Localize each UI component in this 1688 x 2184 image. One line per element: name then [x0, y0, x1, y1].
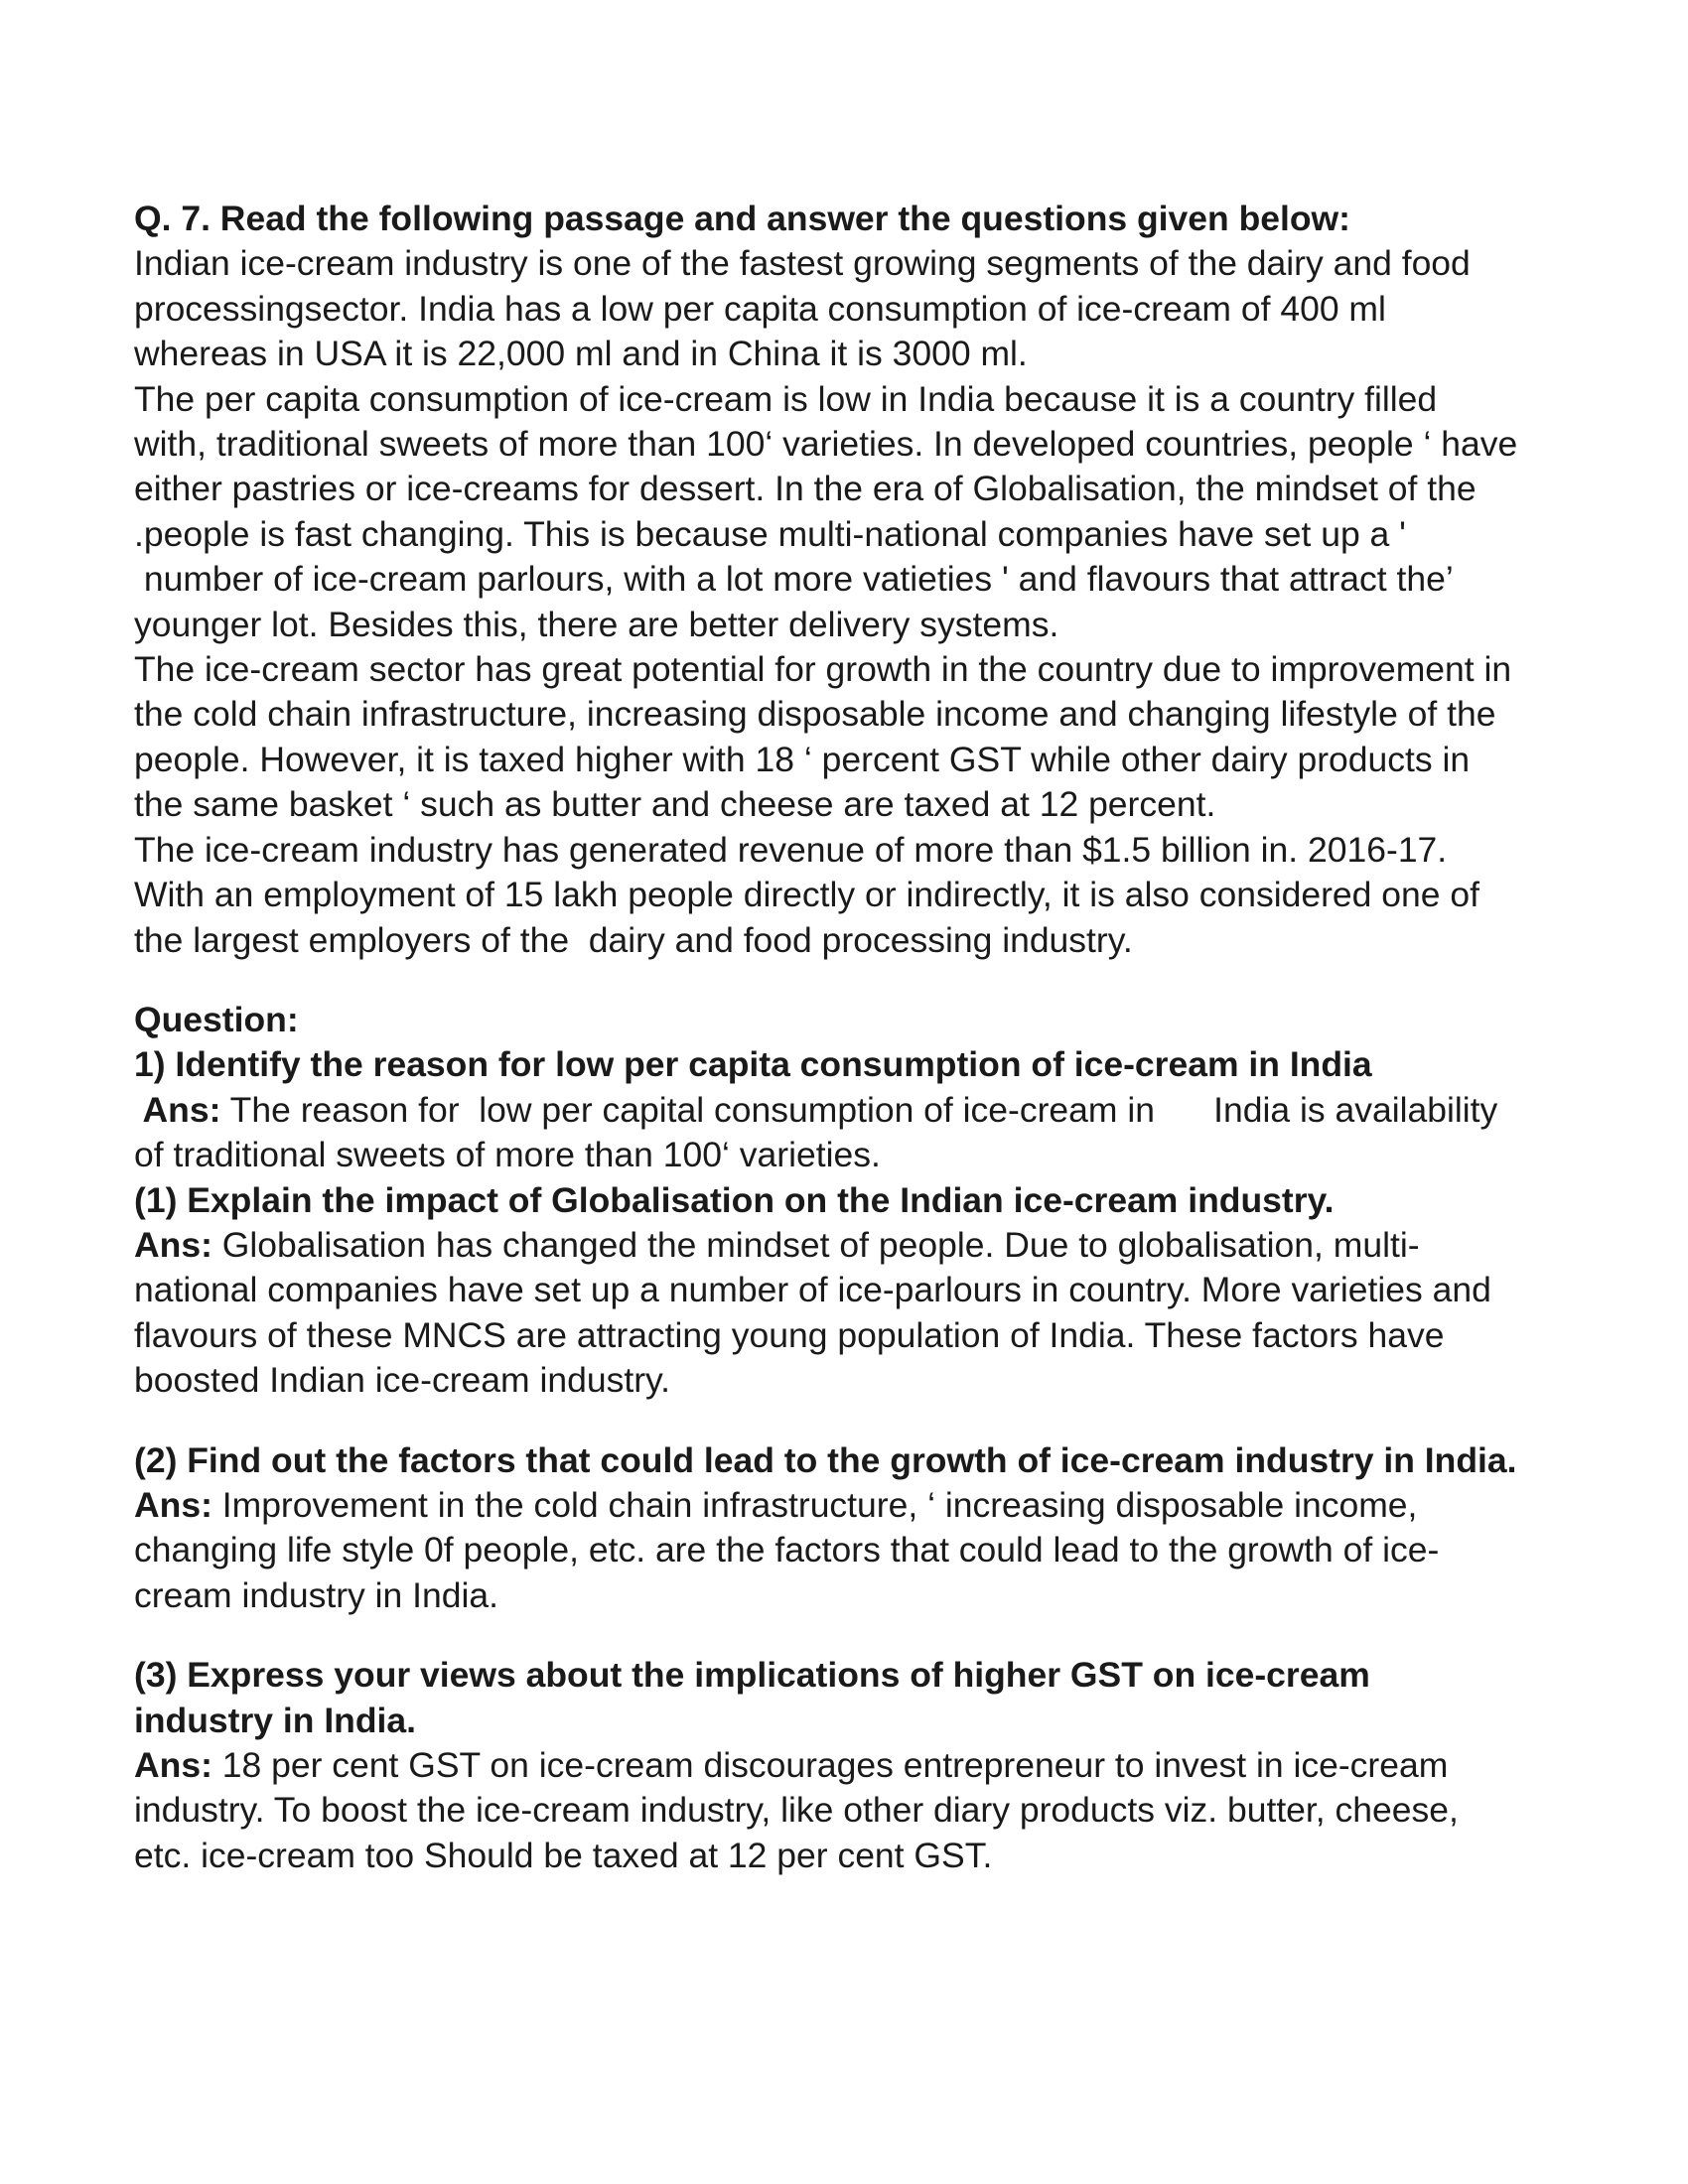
answer-text: Globalisation has changed the mindset of people. Due to globalisation, multi-: [211, 1224, 1420, 1265]
question-4: [134, 1653, 1574, 1878]
question-1: [134, 1042, 1574, 1177]
answer-line: cream industry in India.: [134, 1574, 498, 1615]
answer-line: etc. ice-cream too Should be taxed at 12 per cent GST.: [134, 1835, 993, 1875]
passage-line: processingsector. India has a low per capita consumption of ice-cream of 400 ml: [134, 288, 1386, 329]
answer-label: Ans:: [134, 1484, 212, 1525]
question-2: [134, 1178, 1574, 1404]
passage-line: the cold chain infrastructure, increasing disposable income and changing lifestyle of the: [134, 694, 1496, 735]
question-title: 1) Identify the reason for low per capita consumption of ice-cream in India: [134, 1044, 1372, 1085]
answer-line: national companies have set up a number of ice-parlours in country. More varieties and: [134, 1270, 1491, 1310]
answer-label: Ans:: [134, 1224, 212, 1265]
question-title: industry in India.: [134, 1700, 417, 1740]
question-3: [134, 1438, 1574, 1619]
passage-line: The per capita consumption of ice-cream is low in India because it is a country filled: [134, 378, 1438, 419]
passage-line: number of ice-cream parlours, with a lot more vatieties ' and flavours that attract the’: [134, 559, 1454, 600]
spacer: [134, 1618, 1574, 1653]
answer-text: Improvement in the cold chain infrastructure, ‘ increasing disposable income,: [211, 1484, 1418, 1525]
answer-line: of traditional sweets of more than 100‘ varieties.: [134, 1135, 881, 1175]
answer-text: 18 per cent GST on ice-cream discourages entrepreneur to invest in ice-cream: [211, 1745, 1449, 1785]
passage-line: the largest employers of the dairy and food processing industry.: [134, 919, 1133, 960]
answer-line: [134, 1743, 1574, 1788]
question-title: (1) Explain the impact of Globalisation on the Indian ice-cream industry.: [134, 1179, 1335, 1220]
answer-line: [134, 1483, 1574, 1528]
passage-line: .people is fast changing. This is because multi-national companies have set up a ': [134, 513, 1406, 554]
passage-line: with, traditional sweets of more than 100‘ varieties. In developed countries, people ‘ have: [134, 424, 1518, 465]
spacer: [134, 1404, 1574, 1438]
passage-line: the same basket ‘ such as butter and cheese are taxed at 12 percent.: [134, 784, 1216, 825]
answer-line: flavours of these MNCS are attracting young population of India. These factors have: [134, 1314, 1445, 1355]
answer-label: Ans:: [134, 1089, 221, 1130]
passage-line: The ice-cream sector has great potential for growth in the country due to improvement in: [134, 649, 1512, 690]
question-title: (3) Express your views about the implications of higher GST on ice-cream: [134, 1655, 1370, 1696]
question-title: (2) Find out the factors that could lead to the growth of ice-cream industry in India.: [134, 1439, 1517, 1480]
passage-line: With an employment of 15 lakh people directly or indirectly, it is also considered one of: [134, 875, 1479, 915]
passage-line: Indian ice-cream industry is one of the fastest growing segments of the dairy and food: [134, 243, 1471, 284]
passage-line: whereas in USA it is 22,000 ml and in China it is 3000 ml.: [134, 334, 1028, 374]
answer-line: changing life style 0f people, etc. are the factors that could lead to the growth of ice-: [134, 1530, 1440, 1570]
answer-text: The reason for low per capital consumption of ice-cream in India is availability: [220, 1089, 1498, 1130]
document-page: [134, 197, 1574, 1878]
answer-line: industry. To boost the ice-cream industry, like other diary products viz. butter, cheese,: [134, 1790, 1459, 1831]
answer-line: [134, 1088, 1574, 1133]
passage-line: younger lot. Besides this, there are better delivery systems.: [134, 604, 1059, 644]
questions-label: Question:: [134, 999, 299, 1039]
passage-line: people. However, it is taxed higher with 18 ‘ percent GST while other dairy products in: [134, 739, 1471, 779]
answer-line: boosted Indian ice-cream industry.: [134, 1360, 671, 1401]
passage: [134, 241, 1574, 963]
passage-line: The ice-cream industry has generated revenue of more than $1.5 billion in. 2016-17.: [134, 829, 1448, 870]
passage-line: either pastries or ice-creams for dessert. In the era of Globalisation, the mindset of the: [134, 469, 1477, 509]
question-heading: Q. 7. Read the following passage and answer the questions given below:: [134, 199, 1350, 238]
answer-line: [134, 1223, 1574, 1268]
answer-label: Ans:: [134, 1745, 212, 1785]
spacer: [134, 963, 1574, 998]
